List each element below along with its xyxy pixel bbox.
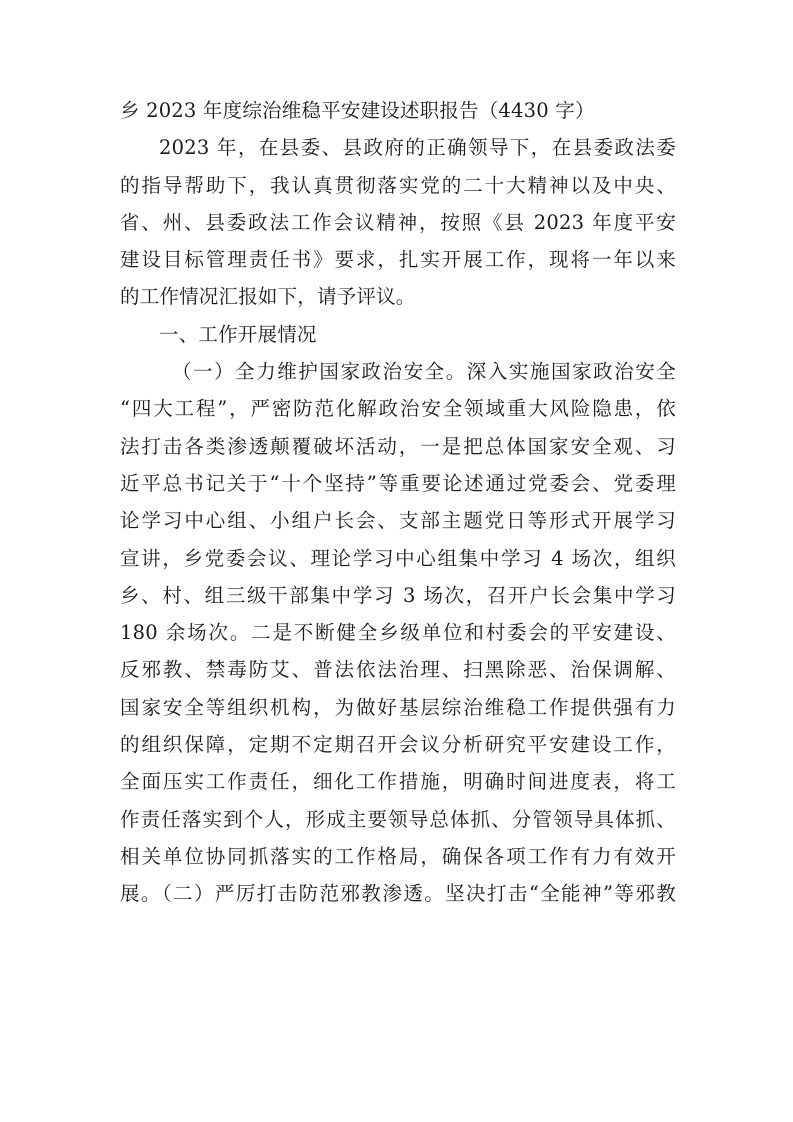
intro-line: 建设目标管理责任书》要求，扎实开展工作，现将一年以来 [120,248,676,272]
body-line: 反邪教、禁毒防艾、普法依法治理、扫黑除恶、治保调解、 [120,658,676,682]
document-body [120,92,676,913]
body-line: （一）全力维护国家政治安全。深入实施国家政治安全 [172,360,676,384]
body-line: 论学习中心组、小组户长会、支部主题党日等形式开展学习 [120,509,676,533]
body-line: 作责任落实到个人，形成主要领导总体抓、分管领导具体抓、 [120,807,676,831]
body-line: 全面压实工作责任，细化工作措施，明确时间进度表，将工 [120,770,676,794]
body-line: 的组织保障，定期不定期召开会议分析研究平安建设工作， [120,733,676,757]
body-line: 180 余场次。二是不断健全乡级单位和村委会的平安建设、 [120,621,676,645]
body-line: 展。（二）严厉打击防范邪教渗透。坚决打击“全能神”等邪教 [120,882,676,906]
body-line: 乡、村、组三级干部集中学习 3 场次，召开户长会集中学习 [120,583,676,607]
document-title: 乡 2023 年度综治维稳平安建设述职报告（4430 字） [120,99,595,122]
intro-line: 2023 年，在县委、县政府的正确领导下，在县委政法委 [159,136,676,160]
intro-line: 的指导帮助下，我认真贯彻落实党的二十大精神以及中央、 [120,173,676,197]
intro-line: 省、州、县委政法工作会议精神，按照《县 2023 年度平安 [120,210,676,234]
section-heading: 一、工作开展情况 [159,322,317,346]
body-line: 宣讲，乡党委会议、理论学习中心组集中学习 4 场次，组织 [120,546,676,570]
body-line: 近平总书记关于“十个坚持”等重要论述通过党委会、党委理 [120,471,676,495]
body-line: 相关单位协同抓落实的工作格局，确保各项工作有力有效开 [120,844,676,868]
body-line: 法打击各类渗透颠覆破坏活动，一是把总体国家安全观、习 [120,434,676,458]
body-line: 国家安全等组织机构，为做好基层综治维稳工作提供强有力 [120,695,676,719]
body-line: “四大工程”，严密防范化解政治安全领域重大风险隐患，依 [120,397,676,421]
intro-line: 的工作情况汇报如下，请予评议。 [120,285,416,309]
